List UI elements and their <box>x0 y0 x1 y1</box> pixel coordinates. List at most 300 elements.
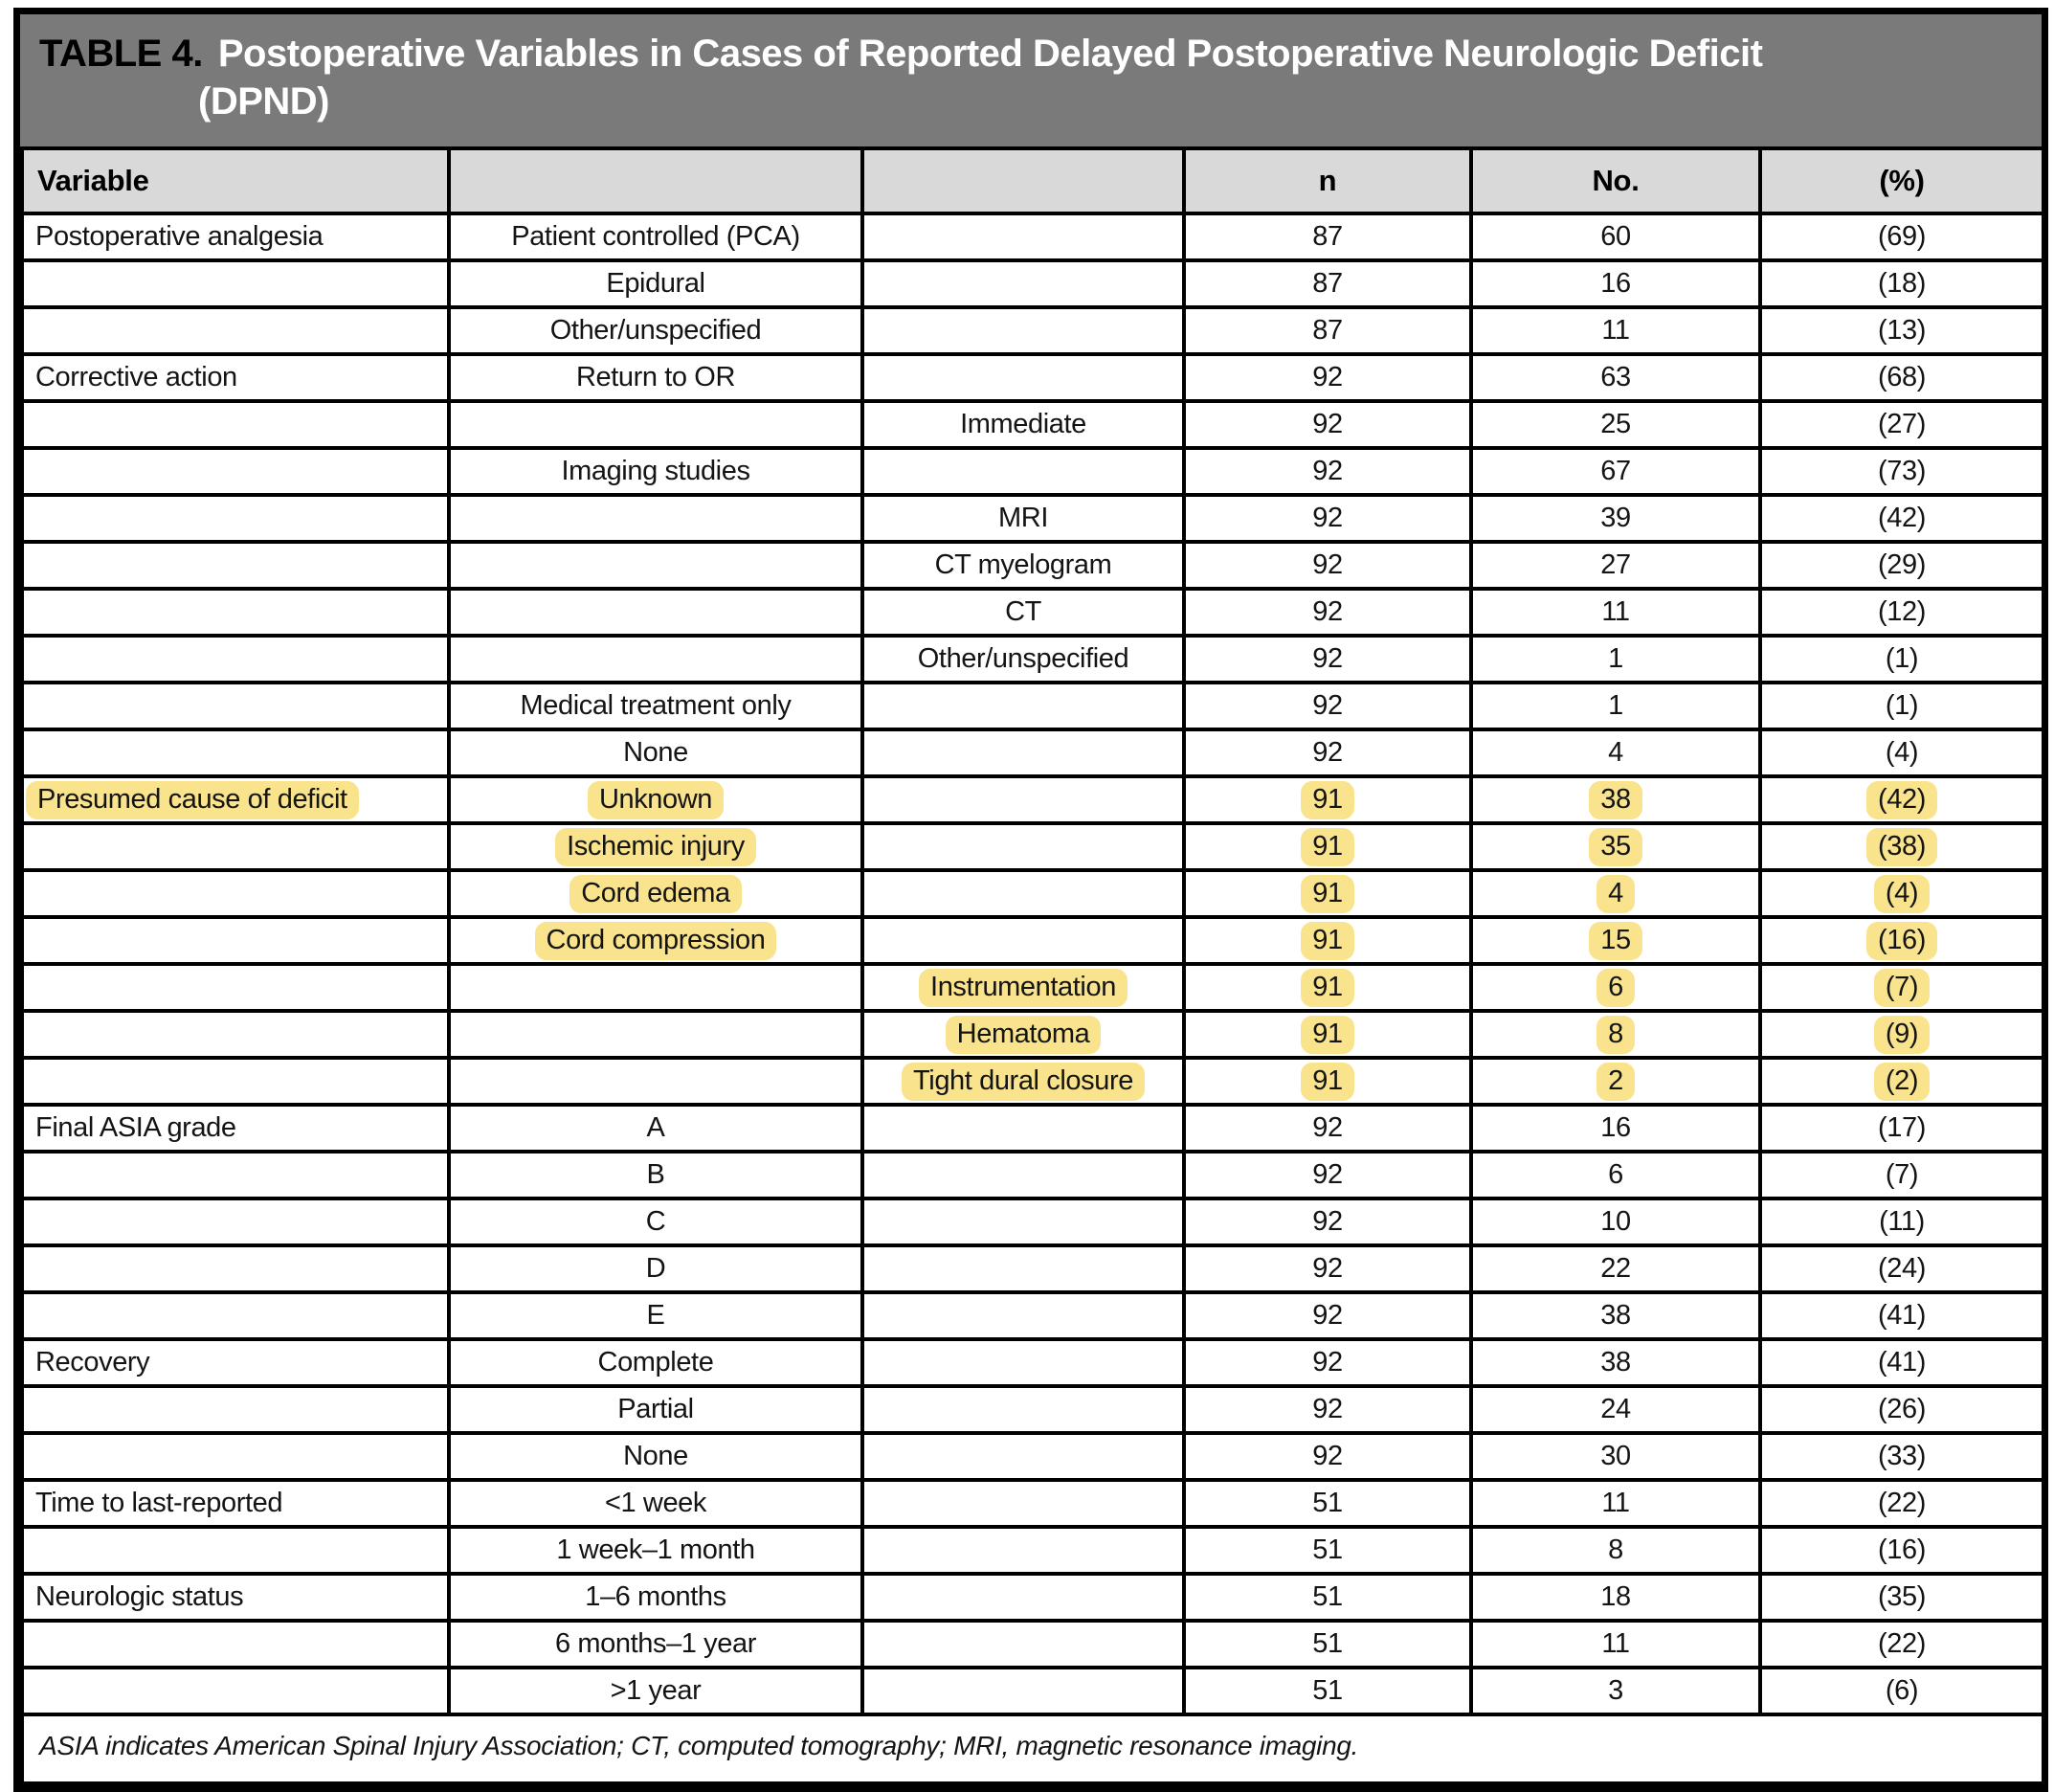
cell-n <box>1184 1058 1471 1105</box>
cell-text: (16) <box>1878 1534 1926 1565</box>
cell-text: (24) <box>1878 1253 1926 1284</box>
table-row <box>22 1198 2043 1245</box>
cell-n <box>1184 260 1471 307</box>
table-header <box>22 148 2043 213</box>
cell-text: 91 <box>1301 969 1353 1007</box>
table-row <box>22 354 2043 401</box>
cell-pct <box>1760 1386 2043 1433</box>
cell-n <box>1184 1105 1471 1152</box>
cell-text: 67 <box>1600 456 1631 486</box>
cell-text: Neurologic status <box>35 1581 244 1612</box>
cell-n <box>1184 448 1471 495</box>
cell-pct <box>1760 1105 2043 1152</box>
cell-text: 38 <box>1600 1300 1631 1331</box>
cell-n <box>1184 1245 1471 1292</box>
cell-text: Return to OR <box>575 362 736 392</box>
cell-text: (4) <box>1874 875 1930 913</box>
cell-variable <box>22 917 449 964</box>
cell-variable <box>22 1198 449 1245</box>
cell-pct <box>1760 1527 2043 1574</box>
footnote-text: ASIA indicates American Spinal Injury Association; CT, computed tomography; MRI, magnetic resonance imaging. <box>22 1714 2043 1783</box>
cell-text: (27) <box>1878 409 1926 439</box>
cell-n <box>1184 636 1471 683</box>
cell-text: Tight dural closure <box>902 1063 1145 1101</box>
cell-text: None <box>623 737 688 768</box>
cell-detail <box>862 1011 1184 1058</box>
table-footer <box>22 1714 2043 1783</box>
cell-pct <box>1760 1668 2043 1714</box>
cell-detail <box>862 1668 1184 1714</box>
cell-sub <box>449 1433 862 1480</box>
table-row <box>22 1058 2043 1105</box>
cell-no <box>1471 354 1760 401</box>
cell-text: Ischemic injury <box>555 828 756 866</box>
cell-text: 6 <box>1596 969 1635 1007</box>
column-header-n: n <box>1184 148 1471 213</box>
cell-variable <box>22 1245 449 1292</box>
cell-no <box>1471 1386 1760 1433</box>
cell-text: Instrumentation <box>919 969 1127 1007</box>
cell-text: 4 <box>1608 737 1623 768</box>
cell-variable <box>22 213 449 260</box>
cell-pct <box>1760 1058 2043 1105</box>
cell-variable <box>22 1433 449 1480</box>
cell-variable <box>22 636 449 683</box>
cell-text: (41) <box>1878 1300 1926 1331</box>
cell-n <box>1184 683 1471 729</box>
cell-text: D <box>645 1253 666 1284</box>
cell-n <box>1184 1198 1471 1245</box>
cell-sub <box>449 448 862 495</box>
cell-text: 4 <box>1596 875 1635 913</box>
cell-variable <box>22 1574 449 1621</box>
cell-text: (41) <box>1878 1347 1926 1378</box>
cell-detail <box>862 964 1184 1011</box>
cell-pct <box>1760 307 2043 354</box>
cell-variable <box>22 448 449 495</box>
cell-pct <box>1760 1574 2043 1621</box>
cell-detail <box>862 589 1184 636</box>
cell-text: (68) <box>1878 362 1926 392</box>
cell-sub <box>449 1574 862 1621</box>
table-4 <box>13 8 2048 1792</box>
cell-text: (16) <box>1866 922 1937 960</box>
cell-text: (22) <box>1878 1488 1926 1518</box>
cell-variable <box>22 542 449 589</box>
table-row <box>22 1621 2043 1668</box>
cell-pct <box>1760 823 2043 870</box>
cell-text: 11 <box>1601 596 1630 627</box>
cell-detail <box>862 870 1184 917</box>
cell-variable <box>22 1011 449 1058</box>
cell-no <box>1471 1668 1760 1714</box>
cell-text: 60 <box>1600 221 1631 252</box>
cell-no <box>1471 1198 1760 1245</box>
cell-n <box>1184 1527 1471 1574</box>
cell-detail <box>862 213 1184 260</box>
cell-text: Time to last-reported <box>35 1488 283 1518</box>
cell-text: 6 months–1 year <box>554 1628 756 1659</box>
cell-pct <box>1760 1480 2043 1527</box>
table-row <box>22 1668 2043 1714</box>
cell-text: 10 <box>1600 1206 1631 1237</box>
cell-n <box>1184 1480 1471 1527</box>
table-row <box>22 636 2043 683</box>
cell-no <box>1471 1292 1760 1339</box>
cell-detail <box>862 776 1184 823</box>
table-title-line2 <box>198 78 2028 125</box>
cell-sub <box>449 589 862 636</box>
cell-sub <box>449 964 862 1011</box>
cell-variable <box>22 964 449 1011</box>
cell-text: Imaging studies <box>561 456 750 486</box>
cell-n <box>1184 1292 1471 1339</box>
cell-text: Final ASIA grade <box>35 1112 236 1143</box>
cell-sub <box>449 260 862 307</box>
cell-no <box>1471 1480 1760 1527</box>
table-row <box>22 213 2043 260</box>
cell-no <box>1471 401 1760 448</box>
cell-text: B <box>646 1159 665 1190</box>
cell-text: 92 <box>1312 1300 1343 1331</box>
cell-variable <box>22 401 449 448</box>
cell-n <box>1184 1433 1471 1480</box>
cell-text: 92 <box>1312 456 1343 486</box>
cell-no <box>1471 495 1760 542</box>
table-row <box>22 683 2043 729</box>
table-row <box>22 1152 2043 1198</box>
cell-sub <box>449 1339 862 1386</box>
cell-text: <1 week <box>604 1488 707 1518</box>
cell-no <box>1471 1152 1760 1198</box>
table-row <box>22 1245 2043 1292</box>
cell-text: 91 <box>1301 781 1353 819</box>
cell-detail <box>862 1198 1184 1245</box>
cell-text: 38 <box>1600 1347 1631 1378</box>
table-row <box>22 260 2043 307</box>
cell-pct <box>1760 636 2043 683</box>
cell-no <box>1471 542 1760 589</box>
cell-pct <box>1760 1198 2043 1245</box>
cell-variable <box>22 1527 449 1574</box>
cell-detail <box>862 401 1184 448</box>
cell-sub <box>449 401 862 448</box>
cell-n <box>1184 1011 1471 1058</box>
cell-pct <box>1760 448 2043 495</box>
cell-sub <box>449 1480 862 1527</box>
cell-sub <box>449 823 862 870</box>
cell-pct <box>1760 589 2043 636</box>
table-row <box>22 589 2043 636</box>
table-title-bar <box>20 14 2042 146</box>
cell-n <box>1184 307 1471 354</box>
column-header-sub <box>449 148 862 213</box>
cell-n <box>1184 1339 1471 1386</box>
cell-text: Immediate <box>960 409 1086 439</box>
cell-no <box>1471 260 1760 307</box>
cell-text: 35 <box>1589 828 1641 866</box>
cell-sub <box>449 542 862 589</box>
cell-detail <box>862 1058 1184 1105</box>
cell-sub <box>449 1292 862 1339</box>
cell-n <box>1184 776 1471 823</box>
cell-text: Other/unspecified <box>549 315 762 346</box>
cell-n <box>1184 542 1471 589</box>
cell-no <box>1471 636 1760 683</box>
cell-variable <box>22 1152 449 1198</box>
cell-text: (4) <box>1885 737 1919 768</box>
cell-text: 92 <box>1312 1206 1343 1237</box>
cell-sub <box>449 1105 862 1152</box>
cell-no <box>1471 683 1760 729</box>
cell-sub <box>449 1152 862 1198</box>
cell-text: 87 <box>1312 315 1343 346</box>
cell-text: (11) <box>1879 1206 1925 1237</box>
cell-text: (33) <box>1878 1441 1926 1471</box>
cell-text: 92 <box>1312 643 1343 674</box>
cell-n <box>1184 1621 1471 1668</box>
cell-text: (7) <box>1874 969 1930 1007</box>
table-row <box>22 870 2043 917</box>
cell-pct <box>1760 1011 2043 1058</box>
cell-pct <box>1760 260 2043 307</box>
table-row <box>22 1433 2043 1480</box>
cell-pct <box>1760 1152 2043 1198</box>
column-header-detail <box>862 148 1184 213</box>
cell-detail <box>862 1152 1184 1198</box>
cell-variable <box>22 354 449 401</box>
cell-text: (1) <box>1885 690 1919 721</box>
table-row <box>22 1105 2043 1152</box>
data-table <box>20 146 2045 1785</box>
cell-variable <box>22 1105 449 1152</box>
cell-text: (42) <box>1866 781 1937 819</box>
cell-sub <box>449 729 862 776</box>
cell-n <box>1184 401 1471 448</box>
cell-sub <box>449 495 862 542</box>
cell-text: 91 <box>1301 828 1353 866</box>
cell-pct <box>1760 1433 2043 1480</box>
cell-text: (12) <box>1878 596 1926 627</box>
cell-text: Epidural <box>606 268 705 299</box>
cell-detail <box>862 1386 1184 1433</box>
cell-text: E <box>646 1300 665 1331</box>
cell-text: Unknown <box>588 781 724 819</box>
cell-detail <box>862 1574 1184 1621</box>
cell-text: Postoperative analgesia <box>35 221 324 252</box>
cell-n <box>1184 495 1471 542</box>
cell-text: 92 <box>1312 549 1343 580</box>
cell-text: 8 <box>1596 1016 1635 1054</box>
table-row <box>22 729 2043 776</box>
cell-n <box>1184 213 1471 260</box>
cell-text: Medical treatment only <box>520 690 792 721</box>
cell-detail <box>862 1245 1184 1292</box>
cell-pct <box>1760 401 2043 448</box>
cell-text: 30 <box>1600 1441 1631 1471</box>
cell-text: 1–6 months <box>585 1581 726 1612</box>
column-header-pct: (%) <box>1760 148 2043 213</box>
cell-variable <box>22 589 449 636</box>
cell-text: 87 <box>1312 268 1343 299</box>
table-row <box>22 917 2043 964</box>
cell-text: 38 <box>1589 781 1641 819</box>
cell-variable <box>22 260 449 307</box>
cell-text: (1) <box>1885 643 1919 674</box>
table-title-text-cont: (DPND) <box>198 80 329 123</box>
cell-no <box>1471 1574 1760 1621</box>
cell-detail <box>862 1292 1184 1339</box>
cell-text: 92 <box>1312 1394 1343 1424</box>
cell-text: 92 <box>1312 737 1343 768</box>
cell-text: (42) <box>1878 503 1926 533</box>
cell-variable <box>22 870 449 917</box>
cell-text: (6) <box>1885 1675 1919 1706</box>
column-header-variable: Variable <box>22 148 449 213</box>
cell-text: 22 <box>1600 1253 1631 1284</box>
cell-detail <box>862 1621 1184 1668</box>
cell-text: 92 <box>1312 362 1343 392</box>
footnote-row <box>22 1714 2043 1783</box>
table-title-line1 <box>39 30 2028 78</box>
cell-detail <box>862 683 1184 729</box>
cell-no <box>1471 870 1760 917</box>
cell-text: 16 <box>1600 1112 1631 1143</box>
cell-n <box>1184 964 1471 1011</box>
cell-no <box>1471 917 1760 964</box>
cell-pct <box>1760 542 2043 589</box>
cell-sub <box>449 1527 862 1574</box>
cell-no <box>1471 964 1760 1011</box>
cell-text: C <box>645 1206 666 1237</box>
cell-sub <box>449 354 862 401</box>
table-row <box>22 823 2043 870</box>
cell-n <box>1184 1668 1471 1714</box>
cell-text: 92 <box>1312 503 1343 533</box>
cell-n <box>1184 1152 1471 1198</box>
cell-sub <box>449 917 862 964</box>
cell-n <box>1184 729 1471 776</box>
cell-text: 63 <box>1600 362 1631 392</box>
cell-variable <box>22 1339 449 1386</box>
cell-text: 92 <box>1312 1441 1343 1471</box>
cell-text: (2) <box>1874 1063 1930 1101</box>
cell-detail <box>862 823 1184 870</box>
cell-detail <box>862 1339 1184 1386</box>
cell-variable <box>22 1668 449 1714</box>
cell-detail <box>862 1433 1184 1480</box>
cell-text: 8 <box>1608 1534 1623 1565</box>
cell-text: (35) <box>1878 1581 1926 1612</box>
cell-variable <box>22 1386 449 1433</box>
cell-text: 51 <box>1312 1675 1343 1706</box>
cell-sub <box>449 1058 862 1105</box>
cell-detail <box>862 917 1184 964</box>
cell-pct <box>1760 495 2043 542</box>
cell-no <box>1471 448 1760 495</box>
cell-text: 92 <box>1312 1112 1343 1143</box>
cell-text: (17) <box>1878 1112 1926 1143</box>
cell-text: 25 <box>1600 409 1631 439</box>
column-header-no: No. <box>1471 148 1760 213</box>
cell-no <box>1471 729 1760 776</box>
cell-detail <box>862 729 1184 776</box>
cell-text: 92 <box>1312 409 1343 439</box>
cell-pct <box>1760 776 2043 823</box>
table-title-text: Postoperative Variables in Cases of Reported Delayed Postoperative Neurologic Deficit <box>217 33 1763 75</box>
cell-text: 11 <box>1601 1628 1630 1659</box>
cell-pct <box>1760 870 2043 917</box>
cell-text: Recovery <box>35 1347 150 1378</box>
cell-n <box>1184 354 1471 401</box>
cell-variable <box>22 1480 449 1527</box>
cell-text: (73) <box>1878 456 1926 486</box>
cell-text: 92 <box>1312 1253 1343 1284</box>
cell-sub <box>449 870 862 917</box>
cell-text: 1 week–1 month <box>556 1534 755 1565</box>
cell-n <box>1184 870 1471 917</box>
cell-text: (22) <box>1878 1628 1926 1659</box>
cell-no <box>1471 1621 1760 1668</box>
cell-variable <box>22 823 449 870</box>
table-row <box>22 1339 2043 1386</box>
cell-variable <box>22 776 449 823</box>
cell-text: (29) <box>1878 549 1926 580</box>
cell-no <box>1471 1011 1760 1058</box>
cell-detail <box>862 495 1184 542</box>
cell-text: (69) <box>1878 221 1926 252</box>
cell-text: MRI <box>998 503 1048 533</box>
cell-pct <box>1760 213 2043 260</box>
cell-text: 2 <box>1596 1063 1635 1101</box>
cell-text: CT <box>1005 596 1041 627</box>
cell-text: 18 <box>1600 1581 1631 1612</box>
cell-sub <box>449 636 862 683</box>
cell-text: 11 <box>1601 1488 1630 1518</box>
cell-sub <box>449 683 862 729</box>
cell-text: 3 <box>1608 1675 1623 1706</box>
cell-no <box>1471 1245 1760 1292</box>
cell-no <box>1471 213 1760 260</box>
cell-variable <box>22 683 449 729</box>
cell-text: 27 <box>1600 549 1631 580</box>
cell-text: 24 <box>1600 1394 1631 1424</box>
table-row <box>22 495 2043 542</box>
table-row <box>22 1527 2043 1574</box>
cell-pct <box>1760 1621 2043 1668</box>
table-row <box>22 401 2043 448</box>
cell-text: Corrective action <box>35 362 237 392</box>
table-row <box>22 964 2043 1011</box>
cell-n <box>1184 589 1471 636</box>
cell-text: 92 <box>1312 690 1343 721</box>
cell-n <box>1184 823 1471 870</box>
cell-variable <box>22 729 449 776</box>
cell-text: 15 <box>1589 922 1641 960</box>
table-row <box>22 776 2043 823</box>
cell-pct <box>1760 1339 2043 1386</box>
cell-text: (38) <box>1866 828 1937 866</box>
cell-text: 11 <box>1601 315 1630 346</box>
cell-sub <box>449 1386 862 1433</box>
cell-text: 92 <box>1312 1347 1343 1378</box>
cell-text: (9) <box>1874 1016 1930 1054</box>
cell-variable <box>22 1621 449 1668</box>
cell-text: Cord compression <box>535 922 777 960</box>
table-row <box>22 1386 2043 1433</box>
cell-no <box>1471 1433 1760 1480</box>
cell-text: 87 <box>1312 221 1343 252</box>
